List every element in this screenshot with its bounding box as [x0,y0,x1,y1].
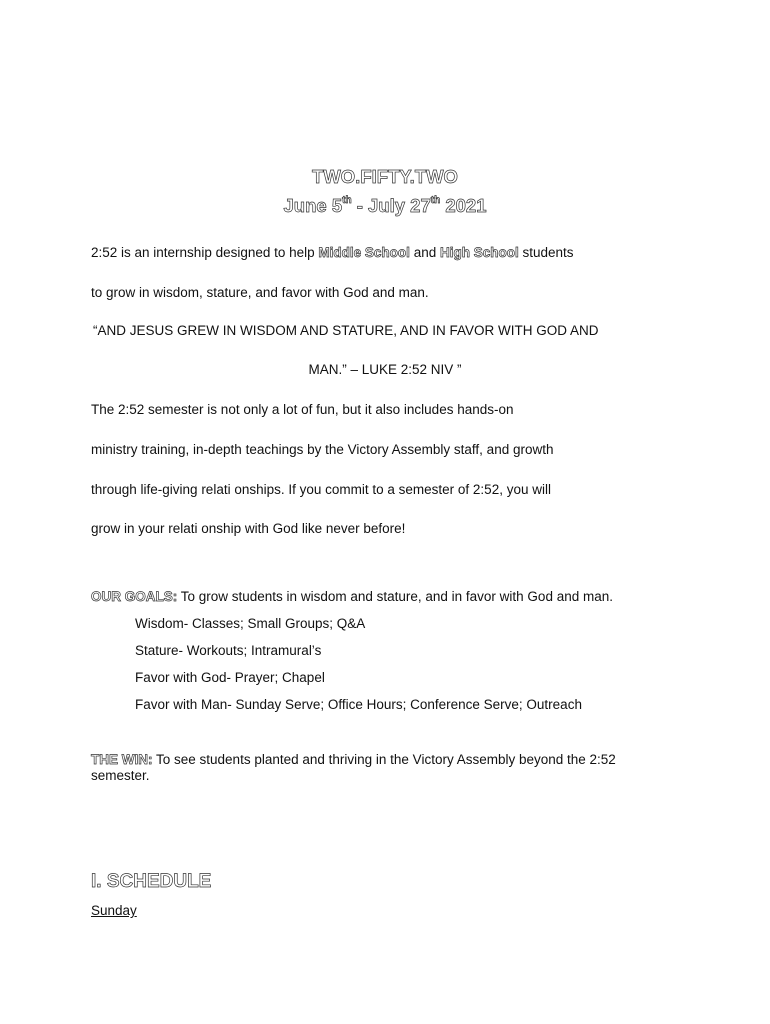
high-school-label: High School [439,245,519,260]
win-line [91,752,616,767]
goal-item: Wisdom- Classes; Small Groups; Q&A [135,616,366,631]
intro-line-1 [91,245,574,260]
date-june: June 5 [283,195,343,216]
semester-line-3: through life-giving relati onships. If you commit to a semester of 2:52, you will [91,482,551,497]
intro-text-c: students [518,245,574,260]
date-range [0,195,770,217]
quote-line-1: “AND JESUS GREW IN WISDOM AND STATURE, AND IN FAVOR WITH GOD AND [93,323,599,338]
quote-line-2: MAN.” – LUKE 2:52 NIV ” [308,362,462,377]
date-year: 2021 [440,195,487,216]
semester-line-4: grow in your relati onship with God like never before! [91,521,406,536]
schedule-heading-text: I. SCHEDULE [91,871,212,892]
win-text: To see students planted and thriving in the Victory Assembly beyond the 2:52 [152,752,616,767]
goals-text: To grow students in wisdom and stature, and in favor with God and man. [177,589,613,604]
goal-item: Stature- Workouts; Intramural’s [135,643,322,658]
win-label: THE WIN: [91,752,153,767]
intro-text-a: 2:52 is an internship designed to help [91,245,319,260]
semester-line-1: The 2:52 semester is not only a lot of fun, but it also includes hands-on [91,402,514,417]
schedule-heading [91,871,211,893]
middle-school-label: Middle School [318,245,410,260]
title-text: TWO.FIFTY.TWO [312,166,458,187]
document-title [0,166,770,188]
semester-line-2: ministry training, in-depth teachings by the Victory Assembly staff, and growth [91,442,554,457]
win-line-2: semester. [91,768,150,783]
goals-line [91,589,613,604]
goal-item: Favor with God- Prayer; Chapel [135,670,325,685]
intro-line-2: to grow in wisdom, stature, and favor with God and man. [91,285,429,300]
schedule-subheading: Sunday [91,903,137,918]
goals-label: OUR GOALS: [91,589,178,604]
date-sup-1: th [342,195,352,206]
date-sup-2: th [430,195,441,206]
goal-item: Favor with Man- Sunday Serve; Office Hours; Conference Serve; Outreach [135,697,582,712]
date-july: - July 27 [351,195,431,216]
intro-text-b: and [409,245,440,260]
